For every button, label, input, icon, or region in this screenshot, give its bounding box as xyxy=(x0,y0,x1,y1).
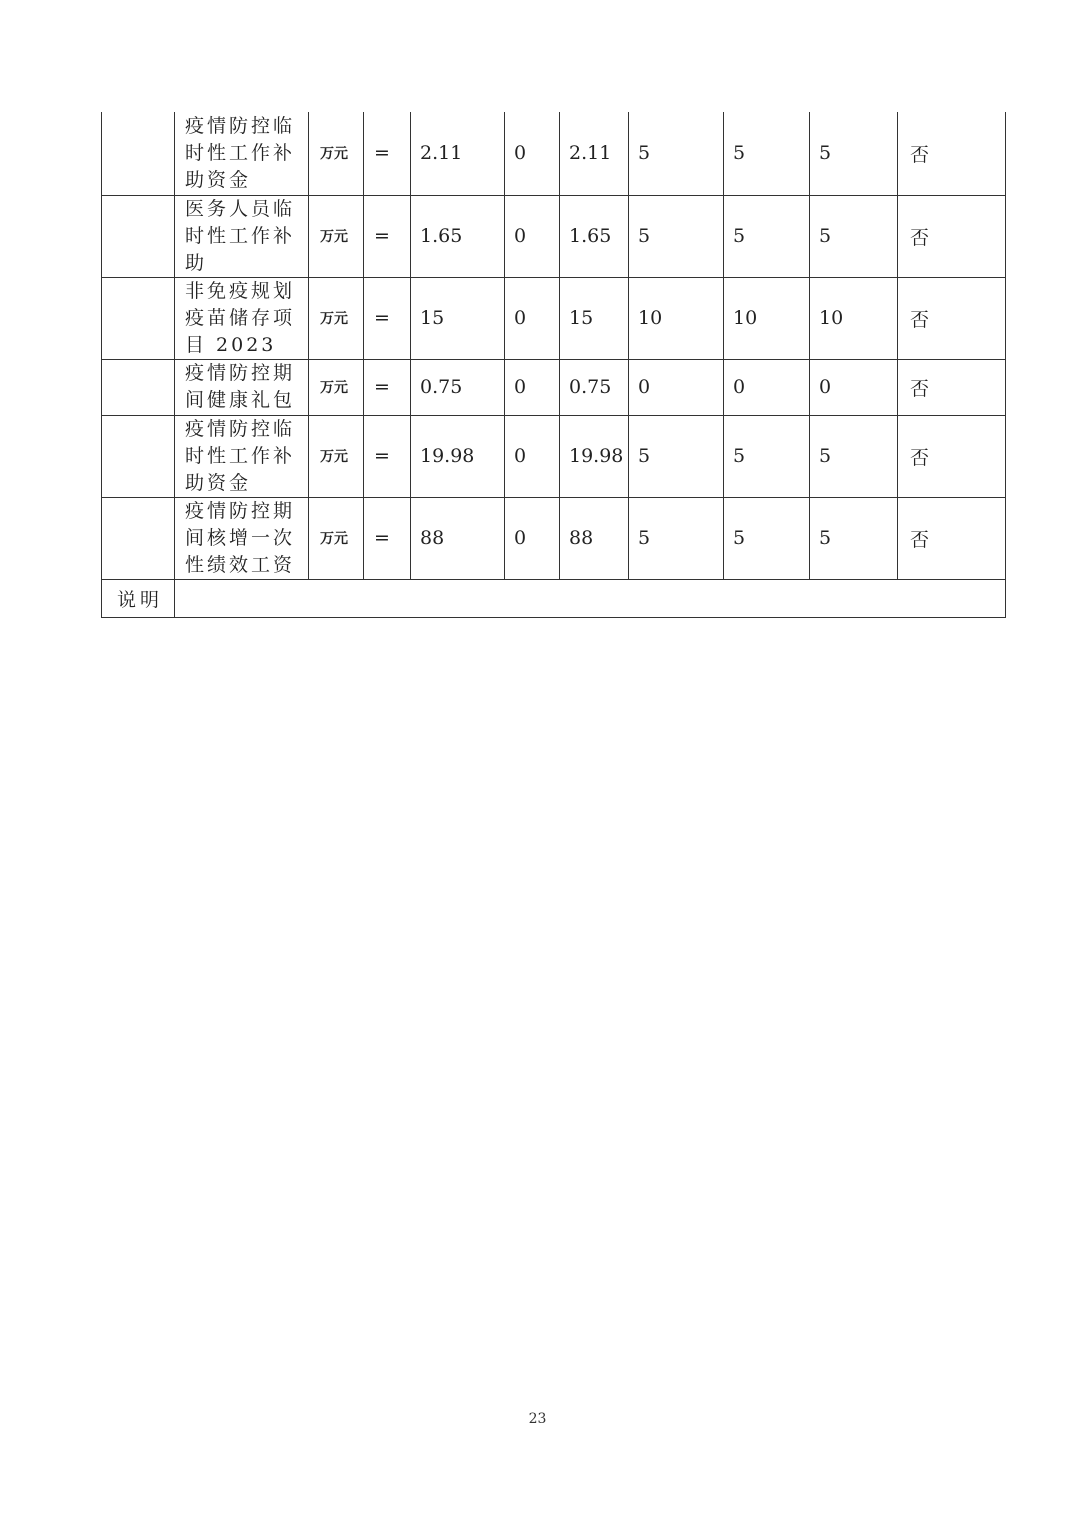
unit-cell: 万元 xyxy=(309,277,364,359)
value-cell: 15 xyxy=(560,277,629,359)
score-cell: 0 xyxy=(810,359,898,415)
value-cell: 2.11 xyxy=(411,112,505,195)
table-row xyxy=(102,497,1006,579)
table-row xyxy=(102,277,1006,359)
operator-cell: = xyxy=(364,359,411,415)
operator-cell: = xyxy=(364,277,411,359)
note-content xyxy=(175,579,1006,617)
value-cell: 0.75 xyxy=(560,359,629,415)
score-cell: 5 xyxy=(724,112,810,195)
table-row xyxy=(102,415,1006,497)
score-cell: 5 xyxy=(810,112,898,195)
value-cell: 0 xyxy=(505,359,560,415)
table-row xyxy=(102,195,1006,277)
score-cell: 5 xyxy=(724,415,810,497)
category-cell xyxy=(102,415,175,497)
operator-cell: = xyxy=(364,415,411,497)
value-cell: 15 xyxy=(411,277,505,359)
category-cell xyxy=(102,112,175,195)
operator-cell: = xyxy=(364,112,411,195)
value-cell: 88 xyxy=(560,497,629,579)
value-cell: 0.75 xyxy=(411,359,505,415)
score-cell: 5 xyxy=(629,112,724,195)
flag-cell: 否 xyxy=(898,497,1006,579)
score-cell: 0 xyxy=(724,359,810,415)
indicator-name: 疫情防控临时性工作补助资金 xyxy=(175,112,309,195)
score-cell: 5 xyxy=(810,497,898,579)
unit-cell: 万元 xyxy=(309,359,364,415)
flag-cell: 否 xyxy=(898,277,1006,359)
score-cell: 5 xyxy=(629,195,724,277)
table-row xyxy=(102,359,1006,415)
value-cell: 0 xyxy=(505,277,560,359)
indicator-name: 医务人员临时性工作补助 xyxy=(175,195,309,277)
indicator-name: 疫情防控期间核增一次性绩效工资 xyxy=(175,497,309,579)
value-cell: 19.98 xyxy=(411,415,505,497)
score-cell: 10 xyxy=(629,277,724,359)
unit-cell: 万元 xyxy=(309,415,364,497)
flag-cell: 否 xyxy=(898,112,1006,195)
value-cell: 0 xyxy=(505,415,560,497)
category-cell xyxy=(102,277,175,359)
category-cell xyxy=(102,359,175,415)
value-cell: 88 xyxy=(411,497,505,579)
page-number: 23 xyxy=(528,1411,547,1427)
value-cell: 19.98 xyxy=(560,415,629,497)
note-row xyxy=(102,579,1006,617)
score-cell: 5 xyxy=(724,195,810,277)
indicator-name: 非免疫规划疫苗储存项目 2023 xyxy=(175,277,309,359)
flag-cell: 否 xyxy=(898,359,1006,415)
operator-cell: = xyxy=(364,497,411,579)
score-cell: 0 xyxy=(629,359,724,415)
score-cell: 5 xyxy=(629,497,724,579)
score-cell: 10 xyxy=(810,277,898,359)
value-cell: 1.65 xyxy=(560,195,629,277)
unit-cell: 万元 xyxy=(309,497,364,579)
indicator-name: 疫情防控临时性工作补助资金 xyxy=(175,415,309,497)
indicator-name: 疫情防控期间健康礼包 xyxy=(175,359,309,415)
score-cell: 5 xyxy=(629,415,724,497)
unit-cell: 万元 xyxy=(309,112,364,195)
unit-cell: 万元 xyxy=(309,195,364,277)
note-label: 说明 xyxy=(102,579,175,617)
score-cell: 5 xyxy=(724,497,810,579)
flag-cell: 否 xyxy=(898,195,1006,277)
value-cell: 1.65 xyxy=(411,195,505,277)
score-cell: 5 xyxy=(810,195,898,277)
table-body xyxy=(102,112,1006,617)
flag-cell: 否 xyxy=(898,415,1006,497)
category-cell xyxy=(102,195,175,277)
operator-cell: = xyxy=(364,195,411,277)
category-cell xyxy=(102,497,175,579)
value-cell: 0 xyxy=(505,497,560,579)
score-cell: 5 xyxy=(810,415,898,497)
performance-indicator-table xyxy=(101,112,1006,618)
table-row xyxy=(102,112,1006,195)
value-cell: 2.11 xyxy=(560,112,629,195)
score-cell: 10 xyxy=(724,277,810,359)
value-cell: 0 xyxy=(505,112,560,195)
value-cell: 0 xyxy=(505,195,560,277)
